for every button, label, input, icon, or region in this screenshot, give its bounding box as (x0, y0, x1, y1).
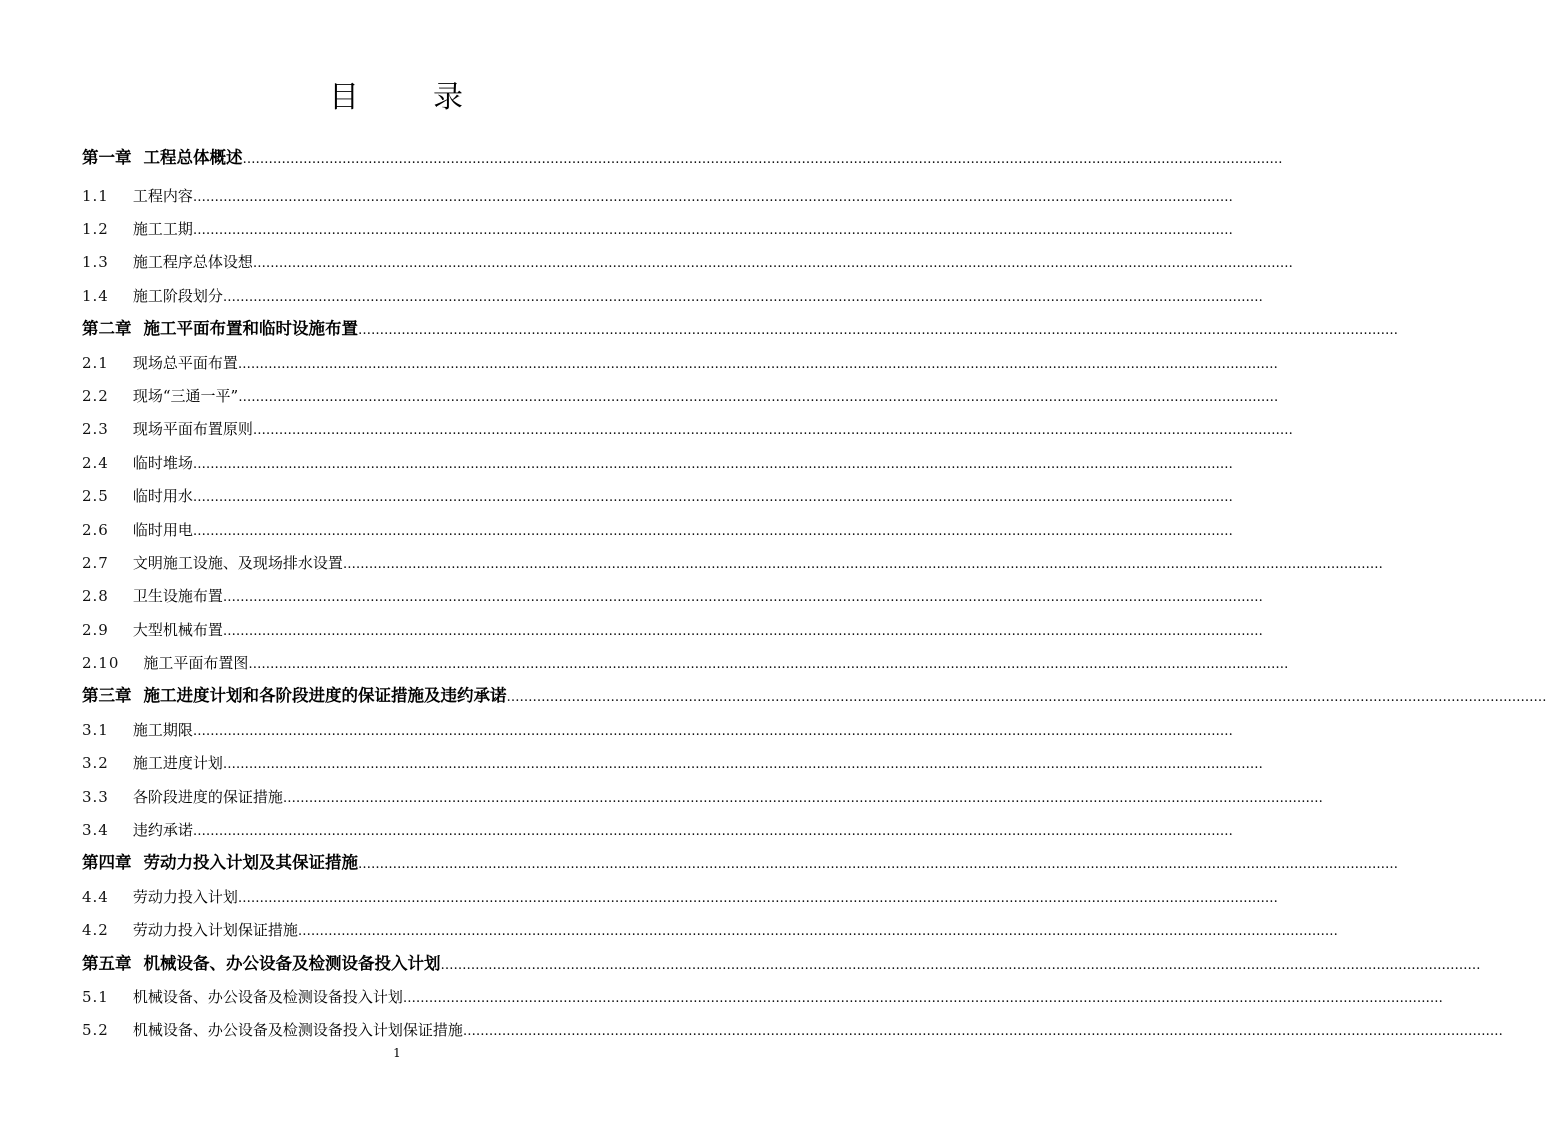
toc-section-entry[interactable] (82, 917, 1338, 943)
toc-section-entry[interactable] (82, 717, 1233, 743)
toc-entry-title: 卫生设施布置 (132, 587, 223, 605)
toc-section-entry[interactable] (82, 350, 1278, 376)
toc-section-entry[interactable] (82, 283, 1263, 309)
toc-entry-number: 1.4 (82, 287, 109, 305)
toc-leader-dots: …………………………………………………………………………………………………………………………………………………………………………………………………………………… (506, 690, 1547, 705)
toc-entry-title: 劳动力投入计划及其保证措施 (143, 853, 358, 872)
toc-entry-number: 3.1 (82, 721, 109, 739)
toc-leader-dots: …………………………………………………………………………………………………………………………………………………………………………………………………………………… (192, 223, 1233, 238)
toc-leader-dots: …………………………………………………………………………………………………………………………………………………………………………………………………………………… (402, 991, 1443, 1006)
toc-leader-dots: …………………………………………………………………………………………………………………………………………………………………………………………………………………… (242, 152, 1283, 167)
toc-leader-dots: …………………………………………………………………………………………………………………………………………………………………………………………………………………… (342, 557, 1383, 572)
toc-entry-title: 工程内容 (132, 187, 193, 205)
toc-chapter-entry[interactable] (82, 316, 1398, 342)
toc-entry-number: 2.7 (82, 554, 109, 572)
toc-leader-dots: …………………………………………………………………………………………………………………………………………………………………………………………………………………… (248, 657, 1289, 672)
toc-chapter-entry[interactable] (82, 951, 1481, 977)
toc-leader-dots: …………………………………………………………………………………………………………………………………………………………………………………………………………………… (252, 256, 1293, 271)
toc-entry-title: 施工进度计划和各阶段进度的保证措施及违约承诺 (143, 686, 507, 705)
toc-entry-title: 施工平面布置图 (143, 654, 249, 672)
toc-entry-title: 工程总体概述 (143, 148, 243, 167)
toc-leader-dots: …………………………………………………………………………………………………………………………………………………………………………………………………………………… (440, 958, 1481, 973)
toc-section-entry[interactable] (82, 450, 1233, 476)
toc-entry-title: 临时用电 (132, 521, 193, 539)
toc-entry-title: 机械设备、办公设备及检测设备投入计划保证措施 (132, 1021, 463, 1039)
toc-entry-number: 2.4 (82, 454, 109, 472)
toc-chapter-entry[interactable] (82, 683, 1547, 709)
toc-leader-dots: …………………………………………………………………………………………………………………………………………………………………………………………………………………… (297, 924, 1338, 939)
toc-section-entry[interactable] (82, 817, 1233, 843)
toc-entry-title: 现场总平面布置 (132, 354, 238, 372)
toc-entry-title: 机械设备、办公设备及检测设备投入计划 (143, 954, 441, 973)
toc-leader-dots: …………………………………………………………………………………………………………………………………………………………………………………………………………………… (252, 423, 1293, 438)
toc-entry-number: 第一章 (82, 148, 132, 167)
toc-leader-dots: …………………………………………………………………………………………………………………………………………………………………………………………………………………… (222, 624, 1263, 639)
toc-section-entry[interactable] (82, 216, 1233, 242)
toc-section-entry[interactable] (82, 1017, 1503, 1043)
toc-leader-dots: …………………………………………………………………………………………………………………………………………………………………………………………………………………… (192, 457, 1233, 472)
toc-leader-dots: …………………………………………………………………………………………………………………………………………………………………………………………………………………… (222, 590, 1263, 605)
toc-leader-dots: …………………………………………………………………………………………………………………………………………………………………………………………………………………… (192, 824, 1233, 839)
toc-leader-dots: …………………………………………………………………………………………………………………………………………………………………………………………………………………… (462, 1024, 1503, 1039)
toc-leader-dots: …………………………………………………………………………………………………………………………………………………………………………………………………………………… (358, 323, 1398, 338)
toc-entry-title: 临时堆场 (132, 454, 193, 472)
toc-entry-title: 劳动力投入计划保证措施 (132, 921, 298, 939)
toc-entry-title: 施工工期 (132, 220, 193, 238)
toc-section-entry[interactable] (82, 884, 1278, 910)
toc-leader-dots: …………………………………………………………………………………………………………………………………………………………………………………………………………………… (192, 524, 1233, 539)
toc-leader-dots: …………………………………………………………………………………………………………………………………………………………………………………………………………………… (192, 724, 1233, 739)
toc-entry-number: 5.1 (82, 988, 109, 1006)
toc-entry-title: 施工平面布置和临时设施布置 (143, 319, 358, 338)
toc-entry-number: 2.1 (82, 354, 109, 372)
toc-entry-number: 4.4 (82, 888, 109, 906)
toc-section-entry[interactable] (82, 617, 1263, 643)
toc-entry-number: 2.6 (82, 521, 109, 539)
toc-section-entry[interactable] (82, 383, 1279, 409)
toc-leader-dots: …………………………………………………………………………………………………………………………………………………………………………………………………………………… (237, 891, 1278, 906)
toc-entry-title: 施工期限 (132, 721, 193, 739)
title-char-2: 录 (433, 80, 465, 115)
toc-entry-title: 现场“三通一平” (132, 387, 239, 405)
toc-section-entry[interactable] (82, 416, 1293, 442)
toc-entry-title: 临时用水 (132, 487, 193, 505)
toc-entry-title: 违约承诺 (132, 821, 193, 839)
toc-section-entry[interactable] (82, 984, 1443, 1010)
toc-entry-number: 2.8 (82, 587, 109, 605)
toc-entry-title: 劳动力投入计划 (132, 888, 238, 906)
toc-entry-number: 2.2 (82, 387, 109, 405)
toc-leader-dots: …………………………………………………………………………………………………………………………………………………………………………………………………………………… (192, 490, 1233, 505)
toc-chapter-entry[interactable] (82, 850, 1398, 876)
toc-entry-title: 施工程序总体设想 (132, 253, 253, 271)
toc-entry-number: 3.2 (82, 754, 109, 772)
toc-section-entry[interactable] (82, 550, 1383, 576)
toc-entry-title: 大型机械布置 (132, 621, 223, 639)
toc-entry-number: 1.1 (82, 187, 109, 205)
toc-section-entry[interactable] (82, 750, 1263, 776)
toc-entry-number: 2.5 (82, 487, 109, 505)
toc-section-entry[interactable] (82, 483, 1233, 509)
toc-entry-number: 3.3 (82, 788, 109, 806)
toc-leader-dots: …………………………………………………………………………………………………………………………………………………………………………………………………………………… (222, 757, 1263, 772)
toc-leader-dots: …………………………………………………………………………………………………………………………………………………………………………………………………………………… (282, 791, 1323, 806)
toc-entry-number: 2.9 (82, 621, 109, 639)
toc-leader-dots: …………………………………………………………………………………………………………………………………………………………………………………………………………………… (222, 290, 1263, 305)
toc-section-entry[interactable] (82, 583, 1263, 609)
toc-entry-number: 2.3 (82, 420, 109, 438)
page-title (0, 72, 794, 116)
toc-entry-number: 2.10 (82, 654, 120, 672)
toc-section-entry[interactable] (82, 650, 1289, 676)
toc-section-entry[interactable] (82, 784, 1323, 810)
toc-entry-title: 施工进度计划 (132, 754, 223, 772)
toc-entry-number: 1.3 (82, 253, 109, 271)
toc-section-entry[interactable] (82, 183, 1233, 209)
toc-chapter-entry[interactable] (82, 145, 1283, 171)
toc-leader-dots: …………………………………………………………………………………………………………………………………………………………………………………………………………………… (237, 357, 1278, 372)
toc-entry-title: 现场平面布置原则 (132, 420, 253, 438)
toc-entry-number: 第四章 (82, 853, 132, 872)
page-number: 1 (393, 1046, 401, 1060)
toc-entry-number: 1.2 (82, 220, 109, 238)
toc-section-entry[interactable] (82, 249, 1293, 275)
toc-entry-title: 机械设备、办公设备及检测设备投入计划 (132, 988, 403, 1006)
toc-leader-dots: …………………………………………………………………………………………………………………………………………………………………………………………………………………… (192, 190, 1233, 205)
toc-entry-title: 各阶段进度的保证措施 (132, 788, 283, 806)
toc-entry-number: 5.2 (82, 1021, 109, 1039)
toc-entry-title: 施工阶段划分 (132, 287, 223, 305)
toc-section-entry[interactable] (82, 517, 1233, 543)
toc-entry-title: 文明施工设施、及现场排水设置 (132, 554, 343, 572)
toc-entry-number: 4.2 (82, 921, 109, 939)
toc-entry-number: 第五章 (82, 954, 132, 973)
toc-leader-dots: …………………………………………………………………………………………………………………………………………………………………………………………………………………… (358, 857, 1398, 872)
toc-leader-dots: …………………………………………………………………………………………………………………………………………………………………………………………………………………… (238, 390, 1279, 405)
toc-entry-number: 第三章 (82, 686, 132, 705)
toc-entry-number: 第二章 (82, 319, 132, 338)
toc-entry-number: 3.4 (82, 821, 109, 839)
title-char-1: 目 (329, 80, 361, 115)
